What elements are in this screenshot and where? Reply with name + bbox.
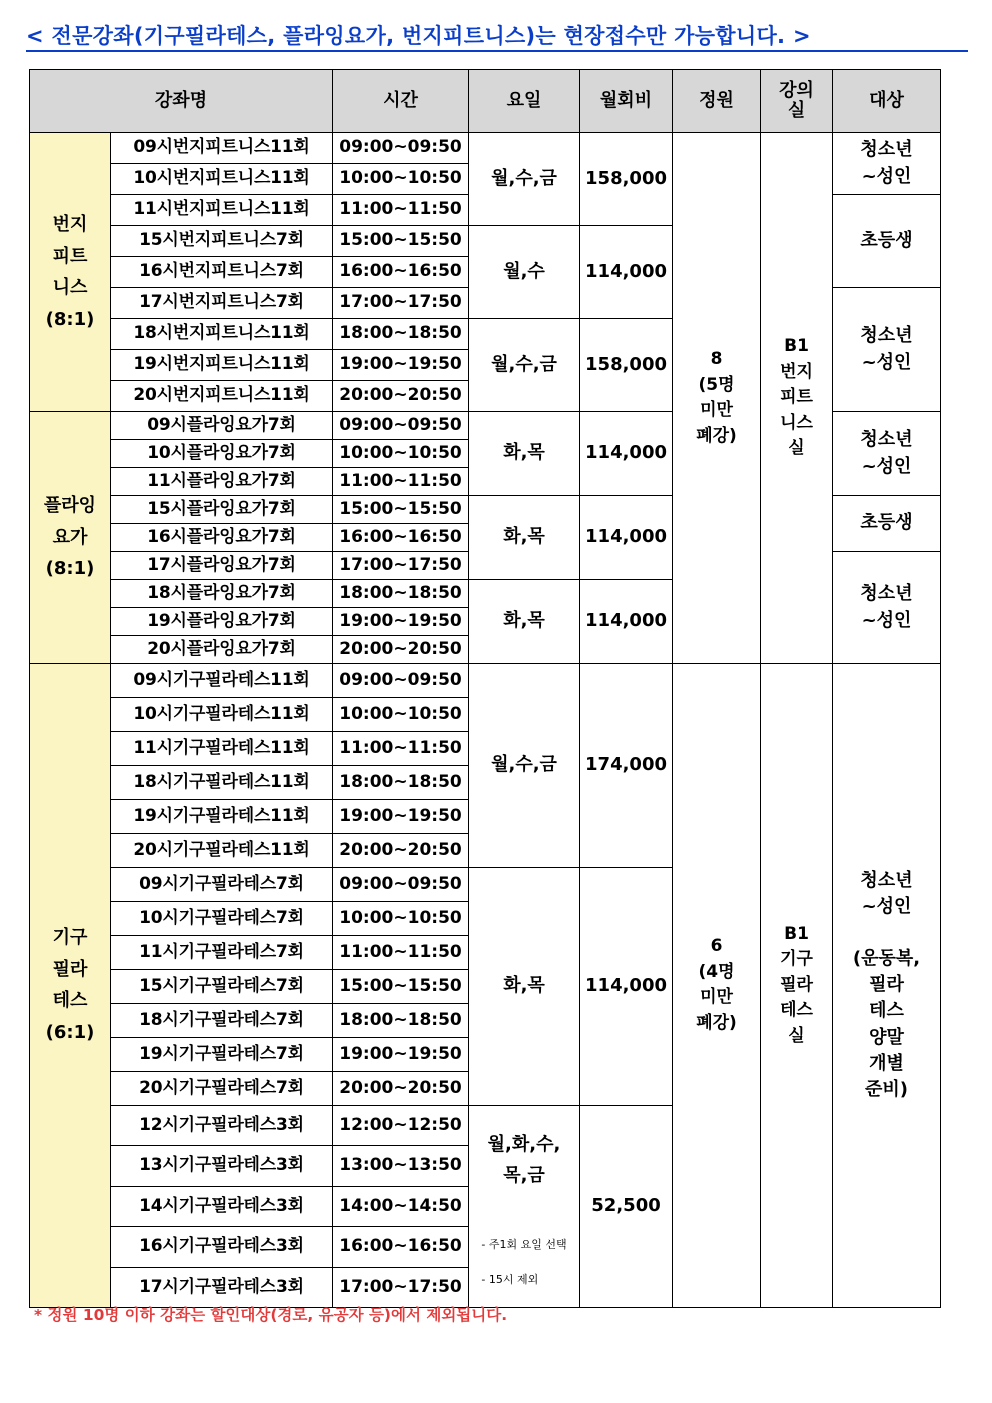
course-time: 18:00~18:50 [333,1004,469,1038]
course-name: 18시플라잉요가7회 [111,580,333,608]
course-time: 11:00~11:50 [333,732,469,766]
course-days: 월,수,금 [469,319,580,412]
course-time: 19:00~19:50 [333,350,469,381]
course-time: 17:00~17:50 [333,552,469,580]
course-time: 16:00~16:50 [333,1227,469,1267]
course-schedule-table [29,69,941,1308]
course-name: 15시플라잉요가7회 [111,496,333,524]
header-monthly-fee: 월회비 [580,70,673,133]
course-fee: 114,000 [580,496,673,580]
course-time: 15:00~15:50 [333,970,469,1004]
course-name: 11시기구필라테스11회 [111,732,333,766]
course-time: 15:00~15:50 [333,226,469,257]
course-name: 15시기구필라테스7회 [111,970,333,1004]
course-fee: 114,000 [580,412,673,496]
header-days: 요일 [469,70,580,133]
header-capacity: 정원 [673,70,761,133]
course-time: 13:00~13:50 [333,1146,469,1186]
header-room: 강의실 [761,70,833,133]
course-time: 17:00~17:50 [333,288,469,319]
capacity-pilates: 6 (4명 미만 폐강) [673,664,761,1308]
discount-exclusion-footnote: * 정원 10명 이하 강좌는 할인대상(경로, 유공자 등)에서 제외됩니다. [34,1306,508,1324]
course-time: 20:00~20:50 [333,636,469,664]
course-name: 10시기구필라테스7회 [111,902,333,936]
course-name: 11시기구필라테스7회 [111,936,333,970]
course-days: 월,수 [469,226,580,319]
course-time: 18:00~18:50 [333,580,469,608]
course-time: 20:00~20:50 [333,1072,469,1106]
course-time: 09:00~09:50 [333,412,469,440]
banner-underline [26,50,968,52]
course-time: 16:00~16:50 [333,524,469,552]
course-name: 19시기구필라테스7회 [111,1038,333,1072]
course-time: 17:00~17:50 [333,1267,469,1307]
course-fee: 114,000 [580,226,673,319]
category-reformer-pilates: 기구 필라 테스 (6:1) [30,664,111,1308]
room-bungee-flying: B1 번지 피트 니스 실 [761,133,833,664]
course-name: 14시기구필라테스3회 [111,1186,333,1226]
course-target: 청소년 ~성인 [833,288,941,412]
table-row [30,133,941,164]
course-name: 17시기구필라테스3회 [111,1267,333,1307]
note-item: - 주1회 요일 선택 [481,1237,567,1251]
category-bungee-fitness: 번지 피트 니스 (8:1) [30,133,111,412]
course-time: 19:00~19:50 [333,608,469,636]
course-fee: 114,000 [580,580,673,664]
course-time: 20:00~20:50 [333,834,469,868]
course-name: 16시플라잉요가7회 [111,524,333,552]
course-target: 초등생 [833,496,941,552]
course-time: 11:00~11:50 [333,468,469,496]
course-days: 월,수,금 [469,133,580,226]
course-name: 16시기구필라테스3회 [111,1227,333,1267]
course-name: 18시기구필라테스7회 [111,1004,333,1038]
course-name: 10시번지피트니스11회 [111,164,333,195]
course-name: 10시기구필라테스11회 [111,698,333,732]
course-days-text: 월,화,수, 목,금 [487,1133,561,1186]
course-time: 11:00~11:50 [333,936,469,970]
course-time: 15:00~15:50 [333,496,469,524]
course-time: 18:00~18:50 [333,766,469,800]
category-flying-yoga: 플라잉 요가 (8:1) [30,412,111,664]
course-time: 16:00~16:50 [333,257,469,288]
course-name: 09시기구필라테스7회 [111,868,333,902]
course-name: 10시플라잉요가7회 [111,440,333,468]
course-days: 화,목 [469,580,580,664]
course-time: 10:00~10:50 [333,164,469,195]
note-item: - 15시 제외 [481,1272,539,1286]
course-time: 09:00~09:50 [333,664,469,698]
table-row [30,664,941,698]
course-name: 11시플라잉요가7회 [111,468,333,496]
course-time: 09:00~09:50 [333,868,469,902]
course-time: 11:00~11:50 [333,195,469,226]
capacity-bungee-flying: 8 (5명 미만 폐강) [673,133,761,664]
course-fee: 158,000 [580,319,673,412]
course-name: 20시번지피트니스11회 [111,381,333,412]
room-pilates: B1 기구 필라 테스 실 [761,664,833,1308]
course-name: 16시번지피트니스7회 [111,257,333,288]
course-name: 11시번지피트니스11회 [111,195,333,226]
course-name: 18시기구필라테스11회 [111,766,333,800]
course-name: 19시기구필라테스11회 [111,800,333,834]
course-days: 화,목 [469,412,580,496]
course-name: 20시기구필라테스11회 [111,834,333,868]
course-time: 18:00~18:50 [333,319,469,350]
course-target: 청소년 ~성인 [833,133,941,195]
course-days [469,1106,580,1308]
course-days: 화,목 [469,496,580,580]
course-fee: 52,500 [580,1106,673,1308]
course-name: 09시번지피트니스11회 [111,133,333,164]
course-fee: 174,000 [580,664,673,868]
course-days: 화,목 [469,868,580,1106]
course-target: 청소년 ~성인 (운동복, 필라 테스 양말 개별 준비) [833,664,941,1308]
course-name: 13시기구필라테스3회 [111,1146,333,1186]
course-time: 12:00~12:50 [333,1106,469,1146]
course-time: 19:00~19:50 [333,800,469,834]
course-time: 20:00~20:50 [333,381,469,412]
table-header-row [30,70,941,133]
course-time: 14:00~14:50 [333,1186,469,1226]
course-time: 10:00~10:50 [333,698,469,732]
course-name: 12시기구필라테스3회 [111,1106,333,1146]
header-target: 대상 [833,70,941,133]
course-name: 18시번지피트니스11회 [111,319,333,350]
course-time: 19:00~19:50 [333,1038,469,1072]
course-time: 09:00~09:50 [333,133,469,164]
course-days: 월,수,금 [469,664,580,868]
course-name: 20시기구필라테스7회 [111,1072,333,1106]
course-name: 17시번지피트니스7회 [111,288,333,319]
course-fee: 158,000 [580,133,673,226]
course-name: 09시기구필라테스11회 [111,664,333,698]
course-name: 15시번지피트니스7회 [111,226,333,257]
header-course-name: 강좌명 [30,70,333,133]
course-target: 초등생 [833,195,941,288]
course-target: 청소년 ~성인 [833,552,941,664]
course-name: 19시번지피트니스11회 [111,350,333,381]
course-name: 19시플라잉요가7회 [111,608,333,636]
course-name: 17시플라잉요가7회 [111,552,333,580]
registration-notice-banner: < 전문강좌(기구필라테스, 플라잉요가, 번지피트니스)는 현장접수만 가능합니다. > [26,24,811,48]
course-name: 09시플라잉요가7회 [111,412,333,440]
course-name: 20시플라잉요가7회 [111,636,333,664]
header-time: 시간 [333,70,469,133]
course-time: 10:00~10:50 [333,902,469,936]
course-day-notes [481,1218,566,1306]
course-target: 청소년 ~성인 [833,412,941,496]
course-fee: 114,000 [580,868,673,1106]
course-time: 10:00~10:50 [333,440,469,468]
